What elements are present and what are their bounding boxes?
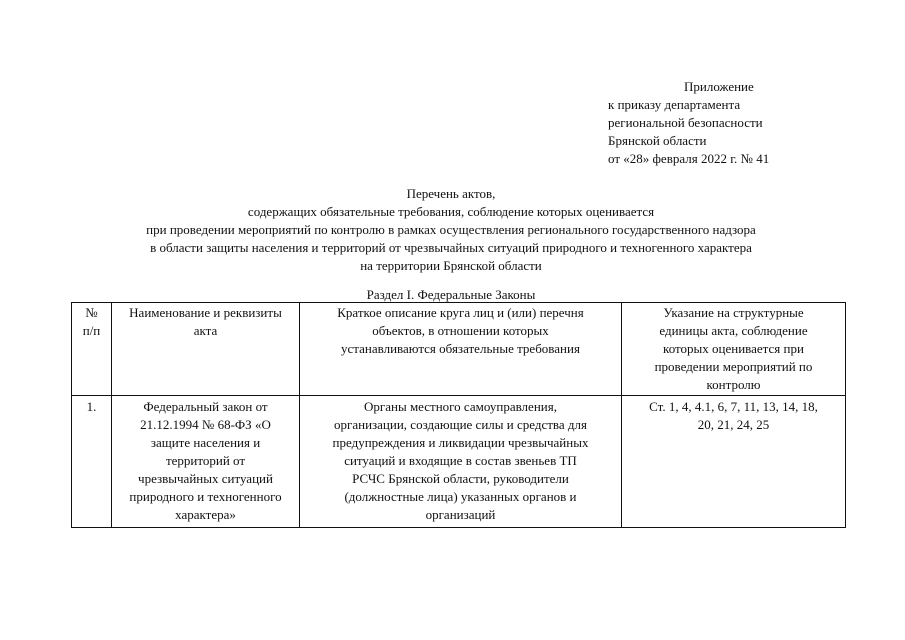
appendix-line: от «28» февраля 2022 г. № 41 — [608, 151, 770, 166]
cell-units — [622, 396, 846, 528]
appendix-block — [608, 78, 868, 168]
header-line: Краткое описание круга лиц и (или) перечня — [337, 305, 584, 320]
cell-line: чрезвычайных ситуаций — [138, 471, 273, 486]
cell-line: природного и техногенного — [129, 489, 282, 504]
cell-line: Органы местного самоуправления, — [364, 399, 557, 414]
header-line: п/п — [82, 323, 101, 338]
title-line: на территории Брянской области — [360, 258, 542, 273]
header-line: Наименование и реквизиты — [129, 305, 282, 320]
appendix-line: Приложение — [684, 79, 754, 94]
cell-line: Ст. 1, 4, 4.1, 6, 7, 11, 13, 14, 18, — [649, 399, 818, 414]
header-line: устанавливаются обязательные требования — [341, 341, 580, 356]
title-line: Перечень актов, — [406, 186, 496, 201]
appendix-line: Брянской области — [608, 133, 707, 148]
header-line: единицы акта, соблюдение — [659, 323, 808, 338]
cell-line: 1. — [86, 399, 97, 414]
cell-line: защите населения и — [150, 435, 261, 450]
cell-line: 20, 21, 24, 25 — [697, 417, 770, 432]
title-line: содержащих обязательные требования, соблюдение которых оценивается — [247, 204, 655, 219]
header-number — [72, 303, 112, 396]
header-name — [112, 303, 300, 396]
cell-line: организации, создающие силы и средства для — [334, 417, 587, 432]
table-row — [72, 396, 846, 528]
cell-line: (должностные лица) указанных органов и — [344, 489, 577, 504]
header-description — [300, 303, 622, 396]
table-header-row — [72, 303, 846, 396]
appendix-line: региональной безопасности — [608, 115, 763, 130]
title-line: при проведении мероприятий по контролю в рамках осуществления регионального государственного надзора — [146, 222, 756, 237]
header-line: контролю — [706, 377, 761, 392]
cell-line: характера» — [175, 507, 236, 522]
appendix-line: к приказу департамента — [608, 97, 741, 112]
header-line: Указание на структурные — [663, 305, 804, 320]
title-line: в области защиты населения и территорий от чрезвычайных ситуаций природного и техногенного характера — [150, 240, 752, 255]
cell-line: 21.12.1994 № 68-ФЗ «О — [140, 417, 271, 432]
cell-line: ситуаций и входящие в состав звеньев ТП — [344, 453, 577, 468]
header-units — [622, 303, 846, 396]
header-line: проведении мероприятий по — [654, 359, 813, 374]
header-line: акта — [193, 323, 218, 338]
cell-number — [72, 396, 112, 528]
cell-name — [112, 396, 300, 528]
cell-line: Федеральный закон от — [143, 399, 268, 414]
cell-line: РСЧС Брянской области, руководители — [352, 471, 569, 486]
cell-line: предупреждения и ликвидации чрезвычайных — [332, 435, 589, 450]
cell-description — [300, 396, 622, 528]
section-heading: Раздел I. Федеральные Законы — [366, 287, 536, 302]
header-line: объектов, в отношении которых — [372, 323, 549, 338]
acts-table — [71, 302, 846, 528]
cell-line: организаций — [425, 507, 496, 522]
header-line: которых оценивается при — [663, 341, 804, 356]
cell-line: территорий от — [165, 453, 246, 468]
document-title — [40, 185, 862, 275]
header-line: № — [85, 305, 98, 320]
